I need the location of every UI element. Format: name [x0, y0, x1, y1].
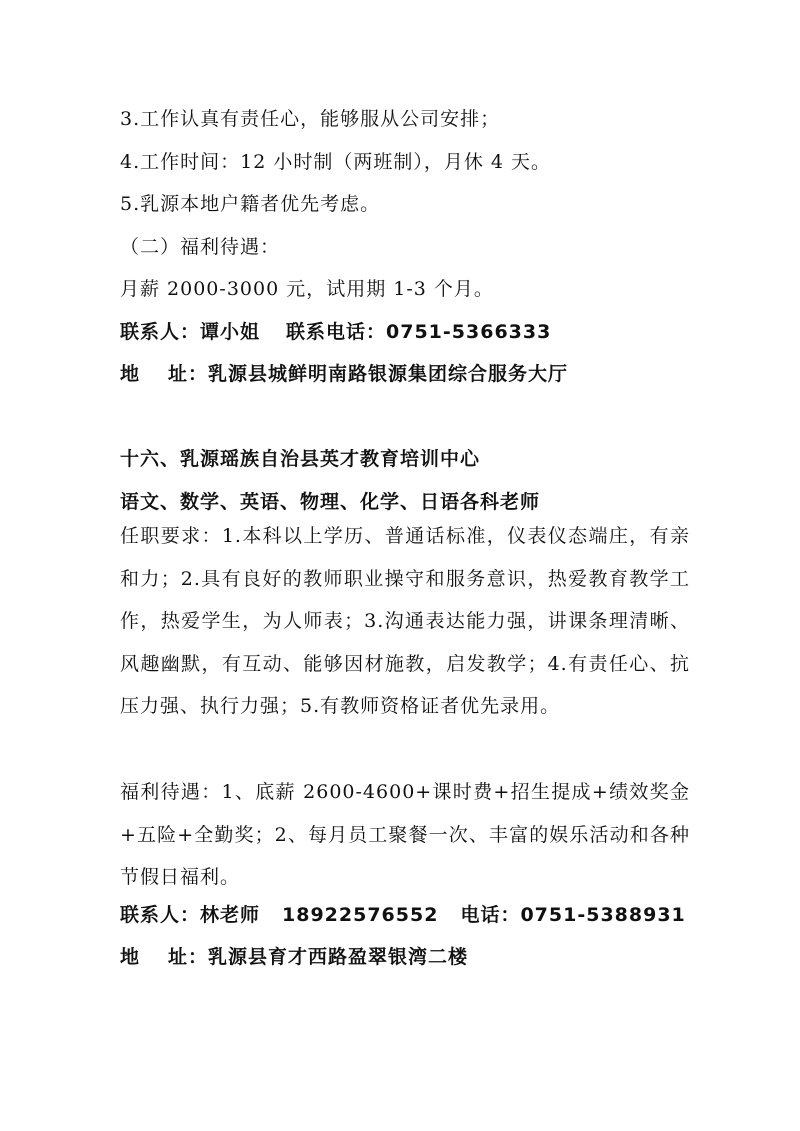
- address-label: 地: [120, 363, 141, 385]
- requirement-5: 5.乳源本地户籍者优先考虑。: [120, 193, 381, 215]
- positions-heading: 语文、数学、英语、物理、化学、日语各科老师: [120, 491, 541, 513]
- salary-text: 月薪 2000-3000 元，试用期 1-3 个月。: [120, 278, 494, 300]
- address-line-2: [120, 945, 690, 969]
- benefits-paragraph: 福利待遇：1、底薪 2600-4600+课时费+招生提成+绩效奖金+五险+全勤奖；2、每月员工聚餐一次、丰富的娱乐活动和各种节假日福利。: [120, 781, 690, 889]
- contact-person: 联系人：谭小姐: [120, 321, 261, 343]
- contact-phone-2: 电话：0751-5388931: [460, 904, 686, 926]
- benefits-heading: （二）福利待遇：: [120, 236, 281, 258]
- section-title: 十六、乳源瑶族自治县英才教育培训中心: [120, 448, 481, 470]
- contact-line-2: [120, 903, 690, 927]
- contact-mobile: 18922576552: [282, 904, 439, 926]
- contact-person-2: 联系人：林老师: [120, 904, 261, 926]
- address-line: [120, 362, 690, 386]
- address-text: 址：乳源县城鲜明南路银源集团综合服务大厅: [168, 363, 569, 385]
- requirement-3: 3.工作认真有责任心，能够服从公司安排；: [120, 108, 501, 130]
- requirement-4: 4.工作时间：12 小时制（两班制），月休 4 天。: [120, 151, 552, 173]
- requirements-paragraph: 任职要求：1.本科以上学历、普通话标准，仪表仪态端庄，有亲和力；2.具有良好的教师职业操守和服务意识，热爱教育教学工作，热爱学生，为人师表；3.沟通表达能力强，讲课条理清晰、风趣幽默，有互动、能够因材施教，启发教学；4.有责任心、抗压力强、执行力强；5.有教师资格证者优先录用。: [120, 525, 690, 718]
- contact-line: [120, 320, 690, 344]
- contact-phone: 联系电话：0751-5366333: [286, 321, 552, 343]
- address-text-2: 址：乳源县育才西路盈翠银湾二楼: [168, 946, 469, 968]
- address-label-2: 地: [120, 946, 141, 968]
